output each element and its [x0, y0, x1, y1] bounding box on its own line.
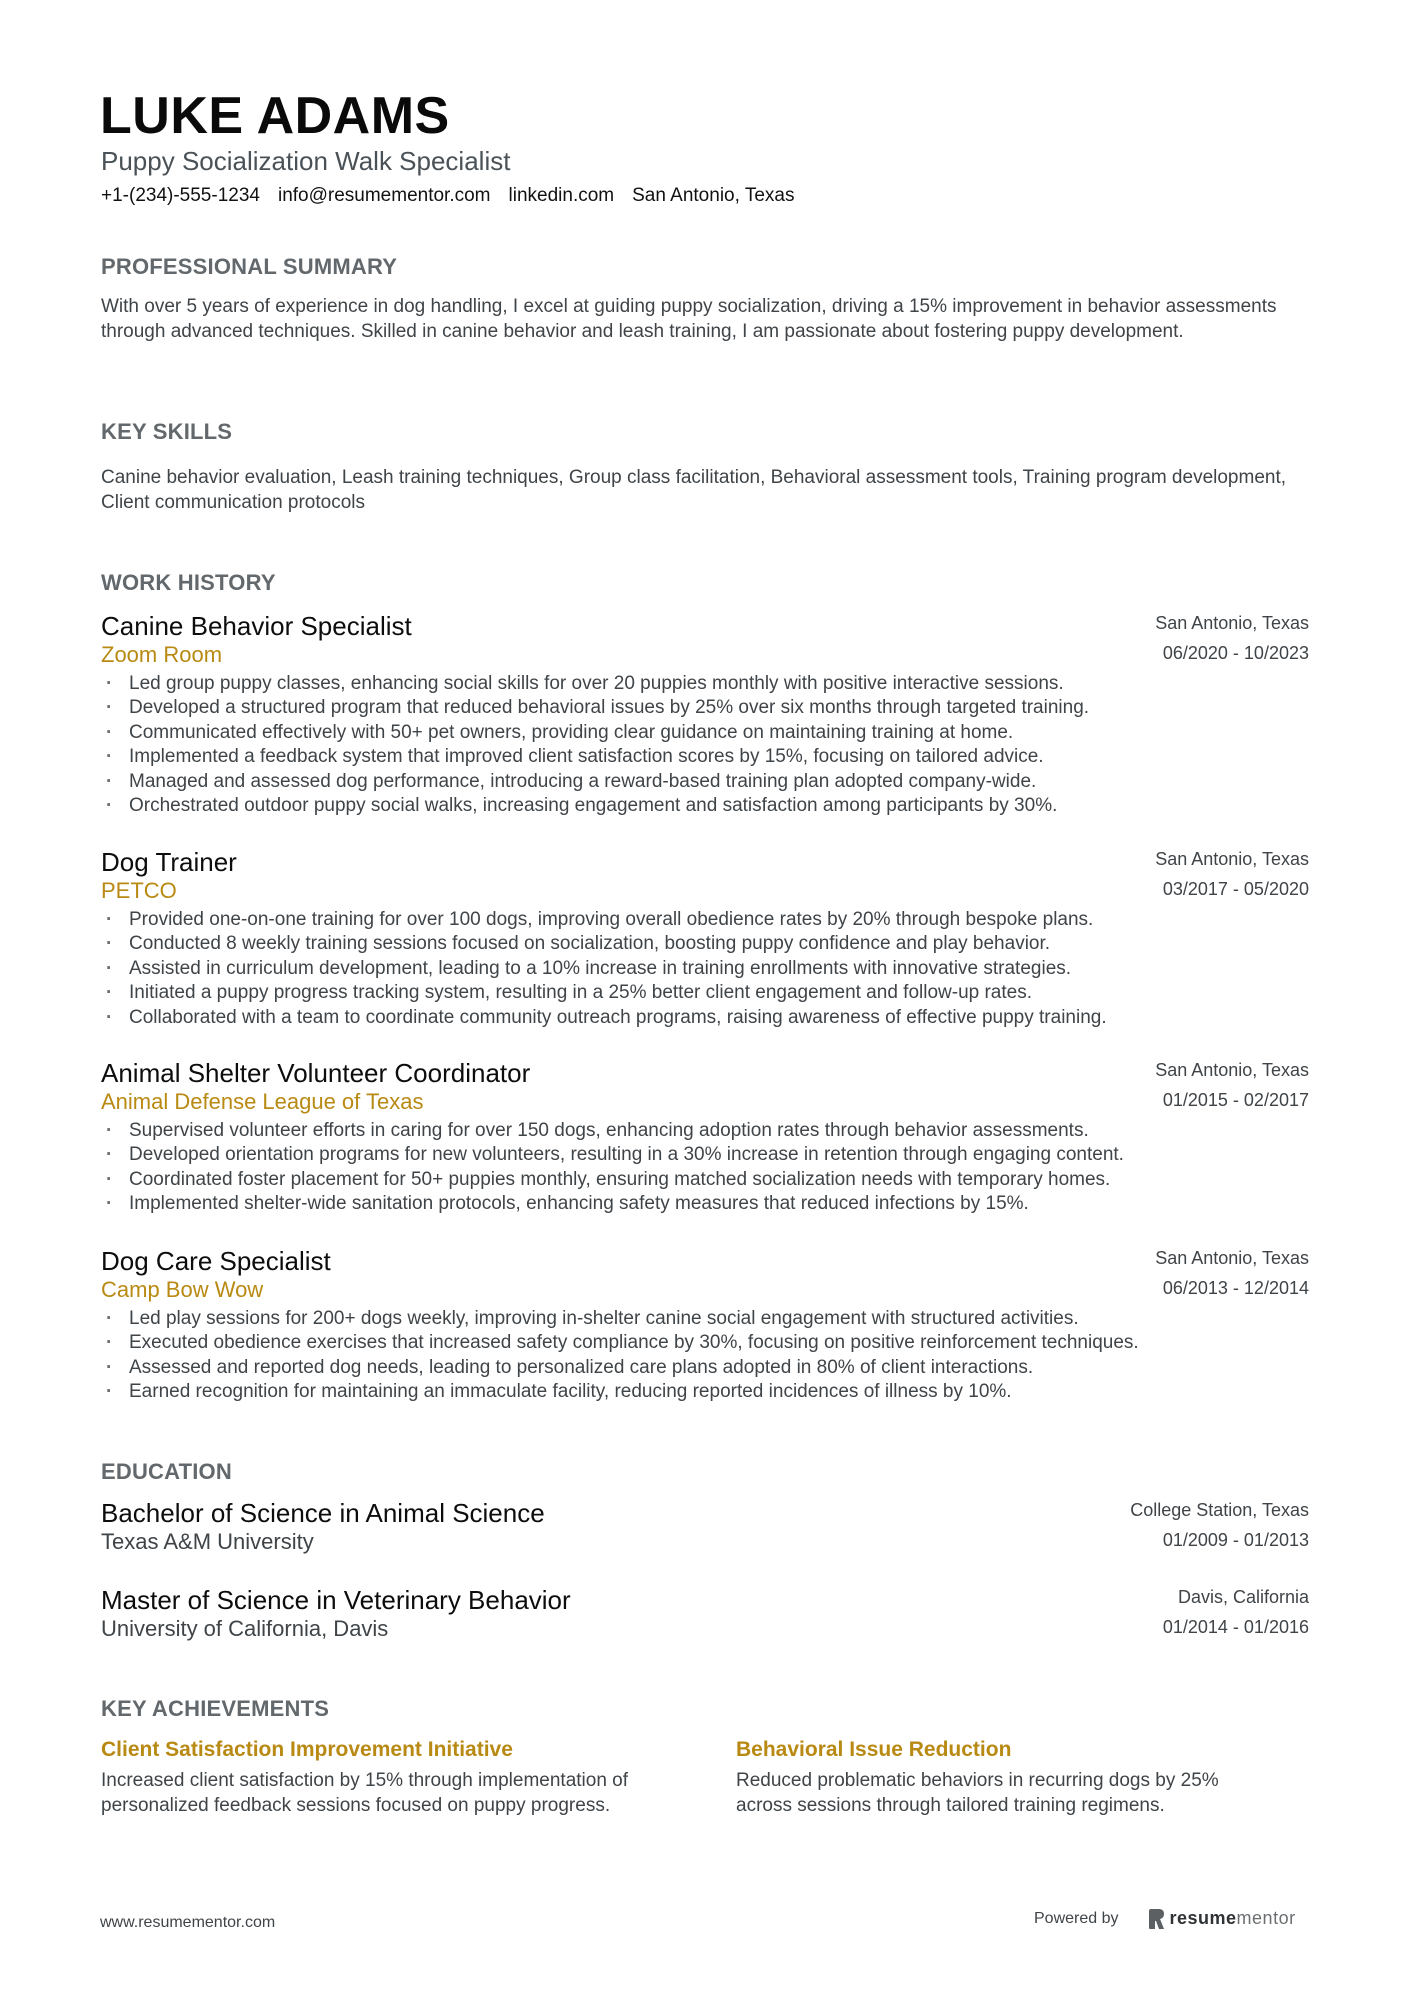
job-dates: 01/2015 - 02/2017 [1162, 1090, 1309, 1110]
logo-text-light: mentor [1236, 1908, 1296, 1928]
contact-email[interactable]: info@resumementor.com [277, 185, 491, 206]
contact-linkedin[interactable]: linkedin.com [508, 185, 615, 206]
section-title-education: EDUCATION [101, 1459, 232, 1484]
achievement-description: Reduced problematic behaviors in recurring dogs by 25% across sessions through tailored training regimens. [736, 1770, 1219, 1816]
job-bullet: · Led group puppy classes, enhancing social skills for over 20 puppies monthly with positive interactive sessions. [101, 672, 1089, 696]
skills-text: Canine behavior evaluation, Leash training techniques, Group class facilitation, Behavioral assessment tools, Training program development, Client communication protocols [101, 467, 1287, 513]
job-bullets [101, 1307, 1139, 1405]
job-company: PETCO [101, 878, 177, 903]
job-bullet: · Implemented shelter-wide sanitation protocols, enhancing safety measures that reduced infections by 15%. [101, 1192, 1124, 1216]
powered-by-label: Powered by [1034, 1909, 1119, 1927]
job-location: San Antonio, Texas [1155, 849, 1309, 869]
job-bullet: · Assessed and reported dog needs, leading to personalized care plans adopted in 80% of client interactions. [101, 1356, 1139, 1380]
job-bullet: · Supervised volunteer efforts in caring for over 150 dogs, enhancing adoption rates through behavior assessments. [101, 1119, 1124, 1143]
job-location: San Antonio, Texas [1155, 1060, 1309, 1080]
education-school: Texas A&M University [101, 1529, 314, 1554]
candidate-name: LUKE ADAMS [100, 87, 450, 145]
job-bullet: · Communicated effectively with 50+ pet owners, providing clear guidance on maintaining training at home. [101, 721, 1089, 745]
resumementor-logo[interactable] [1149, 1908, 1296, 1929]
job-location: San Antonio, Texas [1155, 613, 1309, 633]
job-bullets [101, 672, 1089, 818]
job-title: Canine Behavior Specialist [101, 611, 412, 641]
resumementor-logo-icon [1149, 1909, 1165, 1929]
job-bullet: · Executed obedience exercises that increased safety compliance by 30%, focusing on positive reinforcement techniques. [101, 1331, 1139, 1355]
achievement-item [736, 1737, 1336, 1818]
achievement-title: Client Satisfaction Improvement Initiative [101, 1738, 513, 1761]
job-dates: 06/2013 - 12/2014 [1162, 1278, 1309, 1298]
footer-branding [1034, 1908, 1296, 1929]
job-bullet: · Collaborated with a team to coordinate community outreach programs, raising awareness of effective puppy training. [101, 1006, 1107, 1030]
education-location: College Station, Texas [1130, 1500, 1309, 1520]
summary-text: With over 5 years of experience in dog handling, I excel at guiding puppy socialization, driving a 15% improvement in behavior assessments through advanced techniques. Skilled in canine behavior and leash training, I am passionate about fostering puppy development. [101, 296, 1277, 342]
contact-phone: +1-(234)-555-1234 [101, 185, 260, 206]
job-bullets [101, 908, 1107, 1030]
job-bullet: · Developed a structured program that reduced behavioral issues by 25% over six months through targeted training. [101, 696, 1089, 720]
job-title: Dog Trainer [101, 847, 237, 877]
contact-location: San Antonio, Texas [632, 185, 795, 206]
job-title: Animal Shelter Volunteer Coordinator [101, 1058, 531, 1088]
education-location: Davis, California [1177, 1587, 1309, 1607]
achievement-description: Increased client satisfaction by 15% through implementation of personalized feedback sessions focused on puppy progress. [101, 1770, 629, 1816]
section-title-skills: KEY SKILLS [101, 419, 233, 444]
job-dates: 03/2017 - 05/2020 [1162, 879, 1309, 899]
job-company: Camp Bow Wow [101, 1277, 264, 1302]
job-bullet: · Implemented a feedback system that improved client satisfaction scores by 15%, focusing on tailored advice. [101, 745, 1089, 769]
job-company: Zoom Room [101, 642, 223, 667]
job-bullet: · Led play sessions for 200+ dogs weekly, improving in-shelter canine social engagement with structured activities. [101, 1307, 1139, 1331]
job-location: San Antonio, Texas [1155, 1248, 1309, 1268]
job-bullet: · Provided one-on-one training for over 100 dogs, improving overall obedience rates by 20% through bespoke plans. [101, 908, 1107, 932]
logo-text-bold: resume [1169, 1908, 1237, 1928]
candidate-title: Puppy Socialization Walk Specialist [101, 146, 511, 176]
job-company: Animal Defense League of Texas [101, 1089, 424, 1114]
achievement-item [101, 1737, 701, 1818]
job-bullet: · Developed orientation programs for new volunteers, resulting in a 30% increase in retention through engaging content. [101, 1143, 1124, 1167]
job-bullet: · Earned recognition for maintaining an immaculate facility, reducing reported incidences of illness by 10%. [101, 1380, 1139, 1404]
job-bullet: · Initiated a puppy progress tracking system, resulting in a 25% better client engagement and follow-up rates. [101, 981, 1107, 1005]
job-bullets [101, 1119, 1124, 1217]
job-title: Dog Care Specialist [101, 1246, 331, 1276]
job-bullet: · Managed and assessed dog performance, introducing a reward-based training plan adopted company-wide. [101, 770, 1089, 794]
education-dates: 01/2014 - 01/2016 [1162, 1617, 1309, 1637]
footer-website-link[interactable]: www.resumementor.com [100, 1914, 276, 1931]
job-bullet: · Conducted 8 weekly training sessions focused on socialization, boosting puppy confidence and play behavior. [101, 932, 1107, 956]
job-bullet: · Assisted in curriculum development, leading to a 10% increase in training enrollments with innovative strategies. [101, 957, 1107, 981]
section-title-achievements: KEY ACHIEVEMENTS [101, 1696, 330, 1721]
job-dates: 06/2020 - 10/2023 [1162, 643, 1309, 663]
education-degree: Master of Science in Veterinary Behavior [101, 1585, 571, 1615]
education-dates: 01/2009 - 01/2013 [1162, 1530, 1309, 1550]
contact-row [101, 184, 794, 208]
education-school: University of California, Davis [101, 1616, 389, 1641]
job-bullet: · Orchestrated outdoor puppy social walks, increasing engagement and satisfaction among participants by 30%. [101, 794, 1089, 818]
achievement-title: Behavioral Issue Reduction [736, 1738, 1012, 1761]
section-title-summary: PROFESSIONAL SUMMARY [101, 254, 398, 279]
education-degree: Bachelor of Science in Animal Science [101, 1498, 545, 1528]
section-title-work: WORK HISTORY [101, 570, 276, 595]
job-bullet: · Coordinated foster placement for 50+ puppies monthly, ensuring matched socialization needs with temporary homes. [101, 1168, 1124, 1192]
